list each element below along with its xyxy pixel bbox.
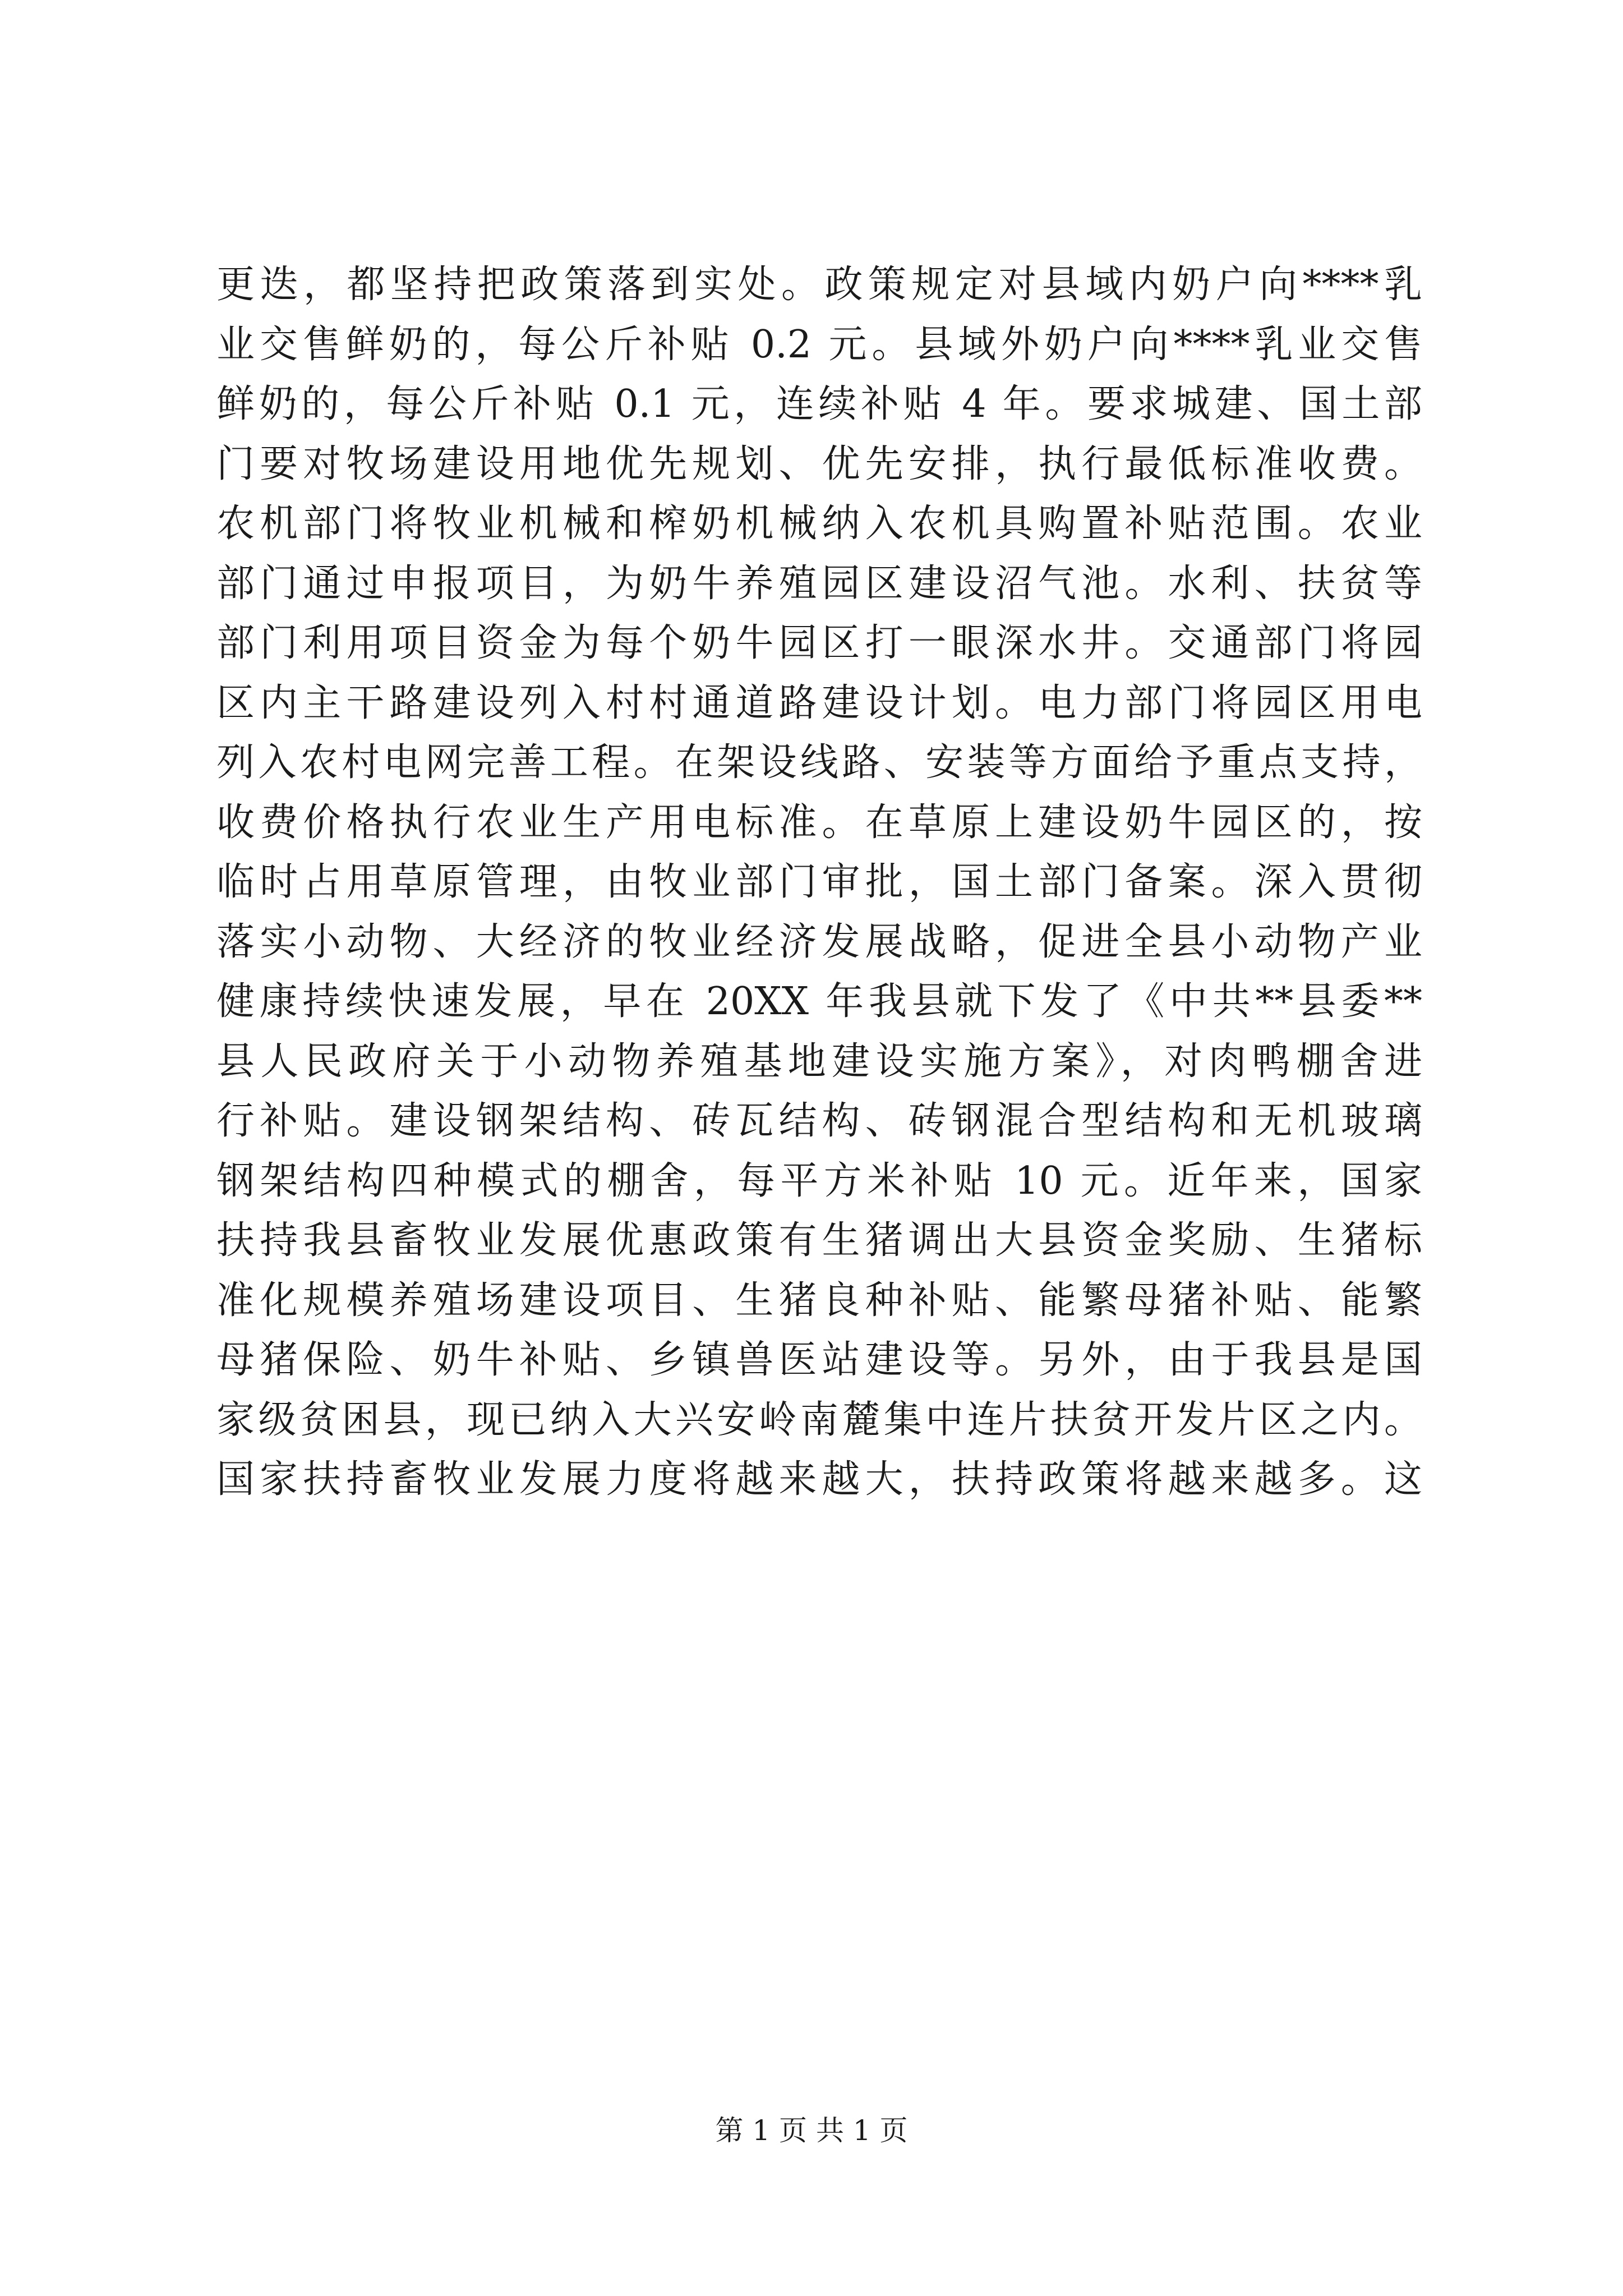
text-line: 收费价格执行农业生产用电标准。在草原上建设奶牛园区的，按 [216, 800, 1422, 845]
text-line: 家级贫困县，现已纳入大兴安岭南麓集中连片扶贫开发片区之内。 [216, 1397, 1422, 1442]
text-line: 部门利用项目资金为每个奶牛园区打一眼深水井。交通部门将园 [216, 621, 1422, 665]
text-line: 落实小动物、大经济的牧业经济发展战略，促进全县小动物产业 [216, 919, 1422, 964]
body-paragraph [216, 255, 1422, 1510]
text-line: 准化规模养殖场建设项目、生猪良种补贴、能繁母猪补贴、能繁 [216, 1278, 1422, 1323]
text-line: 门要对牧场建设用地优先规划、优先安排，执行最低标准收费。 [216, 441, 1422, 486]
text-line: 健康持续快速发展，早在 20XX 年我县就下发了《中共**县委** [216, 979, 1422, 1024]
text-line: 更迭，都坚持把政策落到实处。政策规定对县域内奶户向****乳 [216, 263, 1422, 307]
text-line: 农机部门将牧业机械和榨奶机械纳入农机具购置补贴范围。农业 [216, 501, 1422, 546]
text-line: 扶持我县畜牧业发展优惠政策有生猪调出大县资金奖励、生猪标 [216, 1218, 1422, 1263]
text-line: 业交售鲜奶的，每公斤补贴 0.2 元。县域外奶户向****乳业交售 [216, 322, 1422, 367]
page-footer [0, 2114, 1623, 2147]
text-line: 行补贴。建设钢架结构、砖瓦结构、砖钢混合型结构和无机玻璃 [216, 1099, 1422, 1143]
text-line: 区内主干路建设列入村村通道路建设计划。电力部门将园区用电 [216, 680, 1422, 725]
text-line: 鲜奶的，每公斤补贴 0.1 元，连续补贴 4 年。要求城建、国土部 [216, 382, 1422, 426]
text-line: 钢架结构四种模式的棚舍，每平方米补贴 10 元。近年来，国家 [216, 1158, 1422, 1203]
text-line: 母猪保险、奶牛补贴、乡镇兽医站建设等。另外，由于我县是国 [216, 1338, 1422, 1382]
text-line: 国家扶持畜牧业发展力度将越来越大，扶持政策将越来越多。这 [216, 1457, 1422, 1502]
text-line: 临时占用草原管理，由牧业部门审批，国土部门备案。深入贯彻 [216, 860, 1422, 904]
page-number-label: 第 1 页 共 1 页 [715, 2114, 908, 2147]
text-line: 列入农村电网完善工程。在架设线路、安装等方面给予重点支持， [216, 740, 1422, 785]
text-line: 县人民政府关于小动物养殖基地建设实施方案》，对肉鸭棚舍进 [216, 1039, 1422, 1084]
text-line: 部门通过申报项目，为奶牛养殖园区建设沼气池。水利、扶贫等 [216, 561, 1422, 606]
